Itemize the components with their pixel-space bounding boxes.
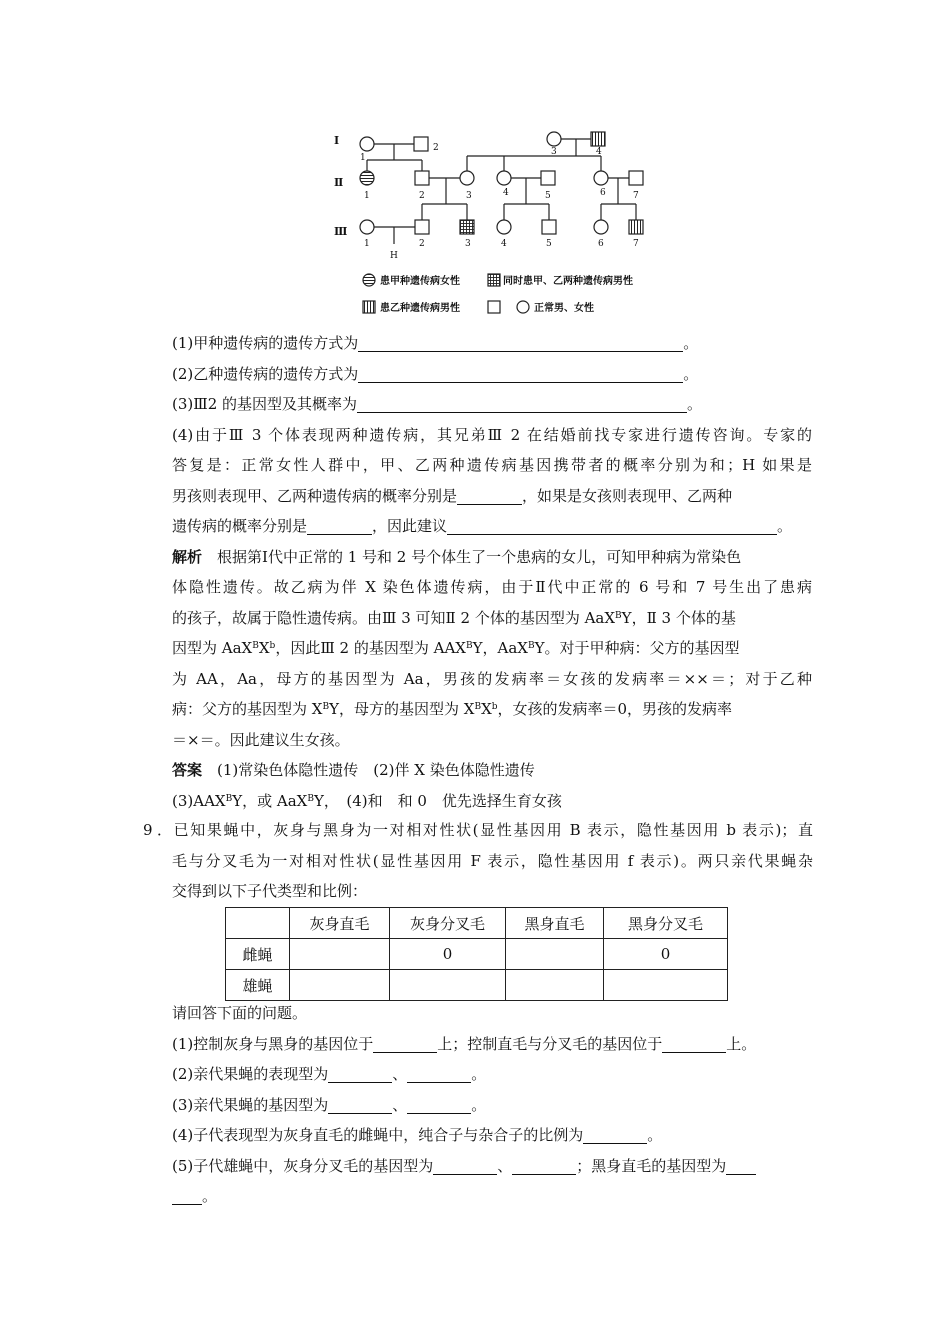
label-g2-1: 1 — [364, 191, 370, 201]
g2-female-4 — [497, 171, 511, 185]
answer-blank[interactable] — [172, 1187, 202, 1205]
answer-blank[interactable] — [328, 1096, 392, 1114]
q9-sub-4: (4)子代表现型为灰身直毛的雌蝇中，纯合子与杂合子的比例为 。 — [172, 1126, 663, 1144]
label-g3-4: 4 — [501, 239, 507, 249]
answer-label: 答案 — [172, 761, 203, 779]
answer-blank[interactable] — [307, 517, 372, 535]
answer-blank[interactable] — [373, 1035, 437, 1053]
g3-male-7 — [629, 220, 643, 234]
question-8 — [172, 328, 812, 816]
g2-female-3 — [460, 171, 474, 185]
table-cell: 0 — [390, 939, 506, 970]
analysis-line-6: 病：父方的基因型为 $X^BY$，母方的基因型为 $X^BX^b$，女孩的发病率＝0，男孩的发病率 — [172, 700, 733, 718]
gen-label-2: Ⅱ — [334, 176, 344, 189]
label-g2-3: 3 — [466, 191, 472, 201]
answer-blank[interactable] — [358, 334, 683, 352]
table-header-row — [226, 908, 728, 939]
legend-both-male: 同时患甲、乙两种遗传病男性 — [503, 276, 633, 287]
answer-blank[interactable] — [357, 395, 687, 413]
q8-part-2: (2)乙种遗传病的遗传方式为 。 — [172, 364, 699, 383]
table-cell — [506, 970, 604, 1001]
g3-female-1 — [360, 220, 374, 234]
label-g2-5: 5 — [545, 191, 551, 201]
legend-normal-female-icon — [517, 301, 529, 313]
analysis-line-5: 为 AA，Aa，母方的基因型为 Aa，男孩的发病率＝女孩的发病率＝××＝；对于乙种 — [172, 669, 812, 688]
q9-line-3: 交得到以下子代类型和比例： — [172, 882, 368, 900]
q9-line-1: 9．已知果蝇中，灰身与黑身为一对相对性状(显性基因用 B 表示，隐性基因用 b 表示)；直 — [143, 815, 813, 846]
legend-normal: 正常男、女性 — [534, 303, 594, 314]
legend-both-male-icon — [488, 274, 500, 286]
label-g3-6: 6 — [598, 239, 604, 249]
legend-normal-male-icon — [488, 301, 500, 313]
q9-sub-1: (1)控制灰身与黑身的基因位于 上；控制直毛与分叉毛的基因位于 上。 — [172, 1034, 757, 1053]
analysis-label: 解析 — [172, 547, 203, 566]
g3-male-2 — [415, 220, 429, 234]
g1-male-2 — [414, 137, 428, 151]
q8-part-4-line-4: 遗传病的概率分别是 ，因此建议 。 — [172, 517, 793, 535]
pedigree-chart — [330, 120, 660, 320]
table-header-cell: 灰身分叉毛 — [390, 908, 506, 939]
q9-sub-2: (2)亲代果蝇的表现型为 、 。 — [172, 1065, 487, 1083]
legend-a-female: 患甲种遗传病女性 — [380, 276, 460, 287]
legend-b-male: 患乙种遗传病男性 — [380, 303, 460, 314]
question-9 — [143, 815, 813, 907]
table-cell: 雄蝇 — [226, 970, 290, 1001]
answer-blank[interactable] — [447, 517, 777, 535]
legend-a-female-icon — [363, 274, 375, 286]
label-h: H — [390, 251, 398, 261]
table-row — [226, 939, 728, 970]
table-cell: 雌蝇 — [226, 939, 290, 970]
answer-blank[interactable] — [583, 1126, 647, 1144]
label-g2-2: 2 — [419, 191, 425, 201]
g3-male-3 — [460, 220, 474, 234]
q8-part-1: (1)甲种遗传病的遗传方式为 。 — [172, 334, 699, 352]
label-g2-7: 7 — [633, 191, 639, 201]
label-g3-1: 1 — [364, 239, 370, 249]
g2-female-6 — [594, 171, 608, 185]
analysis-line-4: 因型为 $AaX^BX^b$，因此Ⅲ 2 的基因型为 $AAX^BY$，AaX$^B$Y。对于甲种病：父方的基因型 — [172, 639, 740, 657]
table-row — [226, 970, 728, 1001]
table-cell — [290, 970, 390, 1001]
table-cell — [390, 970, 506, 1001]
analysis-line-2: 体隐性遗传。故乙病为伴 X 染色体遗传病，由于Ⅱ代中正常的 6 号和 7 号生出了患病 — [172, 578, 812, 596]
g2-male-2 — [415, 171, 429, 185]
q8-part-4-line-1: (4)由于Ⅲ 3 个体表现两种遗传病，其兄弟Ⅲ 2 在结婚前找专家进行遗传咨询。专家的 — [172, 425, 812, 444]
legend-b-male-icon — [363, 301, 375, 313]
q9-after-table: 请回答下面的问题。 — [172, 1004, 308, 1022]
answer-blank[interactable] — [328, 1065, 392, 1083]
q8-part-3: (3)Ⅲ2 的基因型及其概率为 。 — [172, 395, 703, 413]
label-g3-5: 5 — [546, 239, 552, 249]
answer-blank[interactable] — [358, 365, 683, 383]
g2-male-5 — [541, 171, 555, 185]
g3-male-5 — [542, 220, 556, 234]
table-cell: 0 — [604, 939, 728, 970]
g1-male-4 — [591, 132, 605, 146]
table-header-cell: 黑身直毛 — [506, 908, 604, 939]
analysis-line-3: 的孩子，故属于隐性遗传病。由Ⅲ 3 可知Ⅱ 2 个体的基因型为 AaX$^B$Y，Ⅱ 3 个体的基 — [172, 608, 736, 627]
answer-blank[interactable] — [433, 1157, 497, 1175]
gen-label-3: Ⅲ — [334, 225, 348, 238]
label-g3-2: 2 — [419, 239, 425, 249]
table-cell — [506, 939, 604, 970]
table-header-cell: 灰身直毛 — [290, 908, 390, 939]
q9-sub-5-cont: 。 — [172, 1181, 812, 1212]
label-g1-4: 4 — [596, 147, 602, 157]
answer-blank[interactable] — [457, 487, 522, 505]
question-9-parts — [172, 998, 812, 1212]
label-g3-7: 7 — [633, 239, 639, 249]
answer-blank[interactable] — [726, 1157, 756, 1175]
label-g1-1: 1 — [360, 153, 366, 163]
answer-line-1: 答案 (1)常染色体隐性遗传 (2)伴 X 染色体隐性遗传 — [172, 761, 535, 779]
analysis-line-7: ＝×＝。因此建议生女孩。 — [172, 730, 350, 749]
table-cell — [290, 939, 390, 970]
q9-sub-3: (3)亲代果蝇的基因型为 、 。 — [172, 1095, 487, 1114]
label-g3-3: 3 — [465, 239, 471, 249]
gen-label-1: Ⅰ — [334, 134, 340, 147]
g3-female-6 — [594, 220, 608, 234]
analysis-line-1: 解析 根据第Ⅰ代中正常的 1 号和 2 号个体生了一个患病的女儿，可知甲种病为常染色 — [172, 547, 742, 566]
question-number: 9． — [143, 821, 172, 839]
label-g2-4: 4 — [503, 188, 509, 198]
table-cell — [604, 970, 728, 1001]
q9-line-2: 毛与分叉毛为一对相对性状(显性基因用 F 表示，隐性基因用 f 表示)。两只亲代果蝇杂 — [172, 851, 813, 870]
q8-part-4-line-2: 答复是：正常女性人群中，甲、乙两种遗传病基因携带者的概率分别为和；H 如果是 — [172, 456, 812, 474]
g1-female-1 — [360, 137, 374, 151]
g2-female-1 — [360, 171, 374, 185]
offspring-table — [225, 907, 728, 1001]
label-g1-2: 2 — [433, 143, 439, 153]
table-header-cell: 黑身分叉毛 — [604, 908, 728, 939]
label-g2-6: 6 — [600, 188, 606, 198]
label-g1-3: 3 — [551, 147, 557, 157]
answer-line-2: $(3)AAX^BY$，或 AaX$^B$Y， (4)和 和 0 优先选择生育女孩 — [172, 791, 562, 810]
g2-male-7 — [629, 171, 643, 185]
g1-female-3 — [547, 132, 561, 146]
q8-part-4-line-3: 男孩则表现甲、乙两种遗传病的概率分别是 ，如果是女孩则表现甲、乙两种 — [172, 486, 733, 505]
table-header-cell — [226, 908, 290, 939]
q9-sub-5: (5)子代雄蝇中，灰身分叉毛的基因型为 、 ；黑身直毛的基因型为 — [172, 1151, 812, 1182]
answer-blank[interactable] — [407, 1065, 471, 1083]
answer-blank[interactable] — [407, 1096, 471, 1114]
g3-female-4 — [497, 220, 511, 234]
answer-blank[interactable] — [512, 1157, 576, 1175]
answer-blank[interactable] — [662, 1035, 726, 1053]
